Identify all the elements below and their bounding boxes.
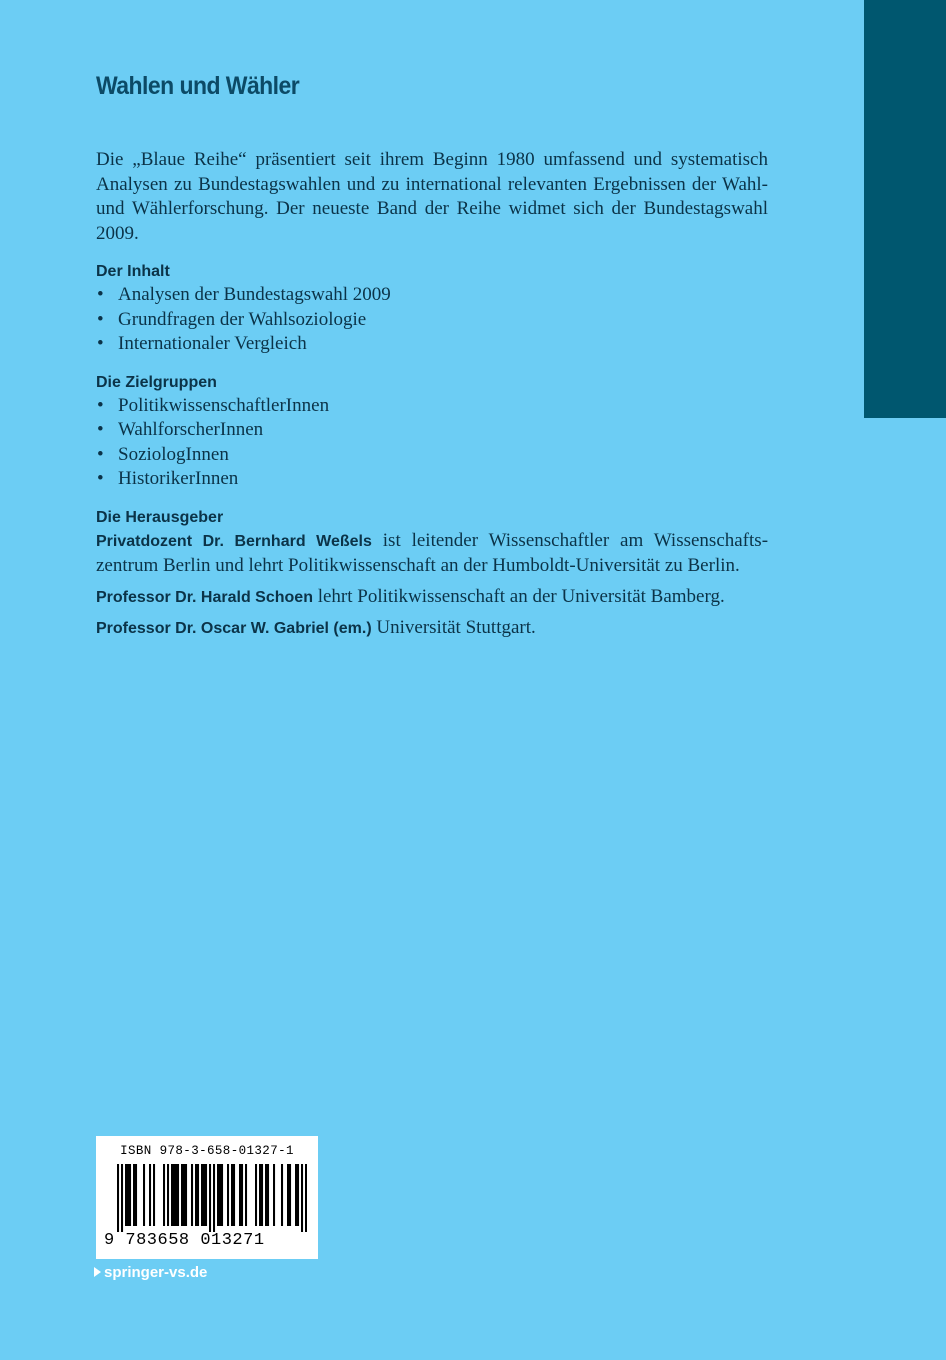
barcode-bar [167, 1164, 169, 1226]
inhalt-heading: Der Inhalt [96, 263, 170, 280]
book-title: Wahlen und Wähler [96, 72, 300, 100]
barcode-bar [125, 1164, 127, 1226]
barcode-bar [219, 1164, 221, 1226]
barcode-bar [287, 1164, 289, 1226]
list-item: • PolitikwissenschaftlerInnen [96, 394, 768, 419]
zielgruppen-heading: Die Zielgruppen [96, 373, 217, 391]
arrow-right-icon [94, 1267, 101, 1277]
barcode-bar [133, 1164, 135, 1226]
bullet-glyph: • [97, 284, 104, 305]
editor-name: Professor Dr. Oscar W. Gabriel (em.) [96, 620, 372, 637]
isbn-label: ISBN 978-3-658-01327-1 [120, 1144, 294, 1158]
barcode-bar [163, 1164, 165, 1226]
barcode-bar [197, 1164, 199, 1226]
list-item: • Analysen der Bundestagswahl 2009 [96, 283, 768, 308]
barcode-bar [297, 1164, 299, 1226]
barcode-bar [217, 1164, 219, 1226]
zielgruppen-list [96, 394, 768, 492]
barcode-bar [261, 1164, 263, 1226]
editor-text: ist leitender Wissenschaftler am Wissenschaftszentrum Berlin und lehrt Politikwissenschaft an der Humboldt-Universität zu Berlin. [96, 529, 769, 576]
list-item: • HistorikerInnen [96, 467, 768, 492]
barcode-bar [185, 1164, 187, 1226]
zielgruppen-section [96, 372, 768, 492]
barcode-bar [255, 1164, 257, 1226]
intro-paragraph: Die „Blaue Reihe“ präsentiert seit ihrem Beginn 1980 umfassend und systematisch Analysen zu Bundestagswahlen und zu international relevanten Ergebnissen der Wahl- und Wählerforschung. Der neueste Band der Reihe widmet sich der Bundestagswahl 2009. [96, 149, 768, 244]
barcode-bar [201, 1164, 203, 1226]
list-item: • Internationaler Vergleich [96, 332, 768, 357]
bullet-glyph: • [97, 308, 104, 330]
barcode-bar [121, 1164, 123, 1232]
barcode-bar [175, 1164, 177, 1226]
herausgeber-heading: Die Herausgeber [96, 508, 224, 526]
barcode-bar [305, 1164, 307, 1232]
barcode-bar [241, 1164, 243, 1226]
editor-bio [96, 529, 768, 579]
barcode-bar [281, 1164, 283, 1226]
editor-text: lehrt Politikwissenschaft an der Universität Bamberg. [312, 585, 725, 607]
barcode-bar [143, 1164, 145, 1226]
ean-digits: 9 783658 013271 [104, 1231, 265, 1250]
barcode-bar [183, 1164, 185, 1226]
barcode-bar [135, 1164, 137, 1226]
publisher-url: springer-vs.de [104, 1264, 208, 1281]
barcode-bar [205, 1164, 207, 1226]
barcode-bar [267, 1164, 269, 1226]
herausgeber-section [96, 507, 768, 642]
barcode-bar [213, 1164, 215, 1232]
bullet-glyph: • [97, 443, 104, 465]
barcode-bar [289, 1164, 291, 1226]
bullet-glyph: • [97, 333, 104, 354]
barcode-bar [245, 1164, 247, 1226]
isbn-barcode [96, 1136, 318, 1259]
barcode-bar [173, 1164, 175, 1226]
barcode-bar [259, 1164, 261, 1226]
publisher-link[interactable] [94, 1264, 207, 1281]
list-item: • Grundfragen der Wahlsoziologie [96, 308, 768, 333]
barcode-bar [301, 1164, 303, 1232]
editor-text: Universität Stuttgart. [371, 617, 536, 638]
barcode-bar [265, 1164, 267, 1226]
barcode-bar [233, 1164, 235, 1226]
barcode-bar [149, 1164, 151, 1226]
editor-name: Privatdozent Dr. Bernhard Weßels [96, 532, 372, 550]
bullet-glyph: • [97, 419, 104, 440]
barcode-bar [153, 1164, 155, 1226]
barcode-bar [209, 1164, 211, 1232]
barcode-bar [203, 1164, 205, 1226]
bullet-glyph: • [97, 468, 104, 489]
barcode-bar [231, 1164, 233, 1226]
list-item: • WahlforscherInnen [96, 418, 768, 443]
barcode-bar [171, 1164, 173, 1226]
inhalt-list [96, 283, 768, 357]
back-cover-content [96, 72, 768, 642]
inhalt-section [96, 261, 768, 357]
barcode-bar [191, 1164, 193, 1226]
barcode-bar [129, 1164, 131, 1226]
barcode-bar [221, 1164, 223, 1226]
bullet-glyph: • [97, 394, 104, 416]
barcode-bar [181, 1164, 183, 1226]
barcode-bar [239, 1164, 241, 1226]
editor-bio [96, 616, 768, 642]
barcode-bars [117, 1164, 307, 1232]
barcode-bar [177, 1164, 179, 1226]
barcode-bar [117, 1164, 119, 1232]
editor-name: Professor Dr. Harald Schoen [96, 588, 313, 606]
editor-bio [96, 585, 768, 611]
list-item: • SoziologInnen [96, 443, 768, 468]
corner-tab [864, 0, 946, 418]
barcode-bar [127, 1164, 129, 1226]
barcode-bar [295, 1164, 297, 1226]
barcode-bar [227, 1164, 229, 1226]
barcode-bar [195, 1164, 197, 1226]
barcode-bar [273, 1164, 275, 1226]
